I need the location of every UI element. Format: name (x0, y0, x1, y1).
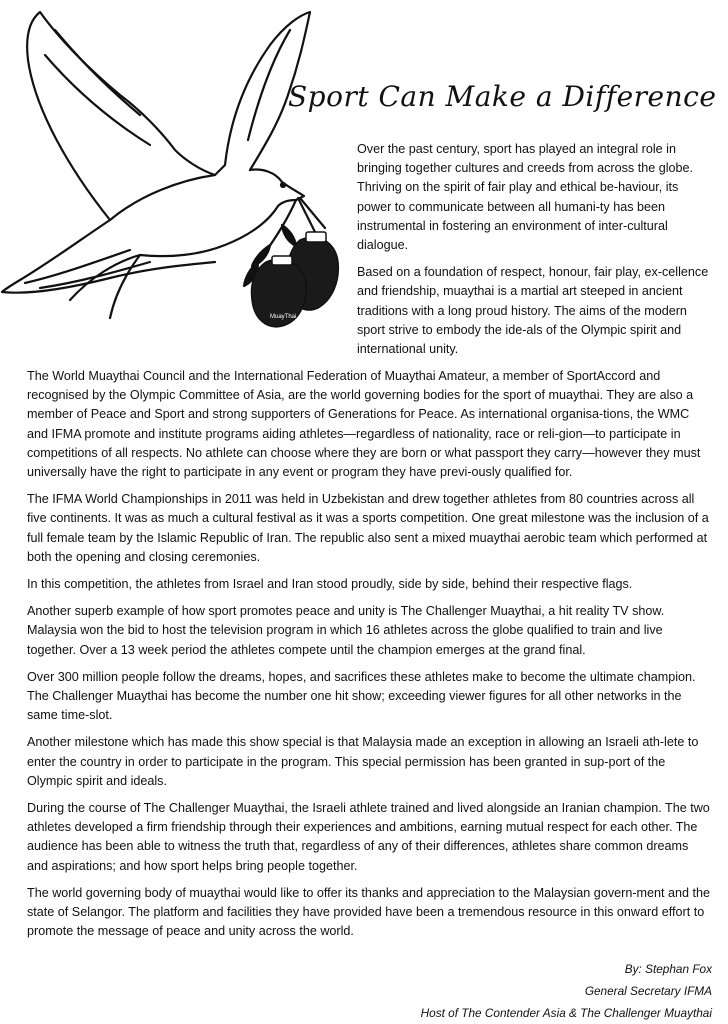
body-paragraph: During the course of The Challenger Muaythai, the Israeli athlete trained and lived alongside an Iranian champion. The two athletes developed a firm friendship through their experiences and ambitions, earning mutual respect for each other. The audience has been able to witness the truth that, regardless of any of their differences, athletes share common dreams and aspirations; and how sport helps bring people together. (27, 801, 710, 873)
intro-paragraph: Over the past century, sport has played an integral role in bringing together cultures and creeds from across the globe. Thriving on the spirit of fair play and ethical be-haviour, its power to communicate between all humani-ty has been instrumental in fostering an environment of inter-cultural dialogue. (357, 142, 694, 253)
intro-column (357, 140, 709, 367)
body-paragraph: The IFMA World Championships in 2011 was held in Uzbekistan and drew together athletes from 80 countries across all five continents. It was as much a cultural festival as it was a sports competition. One great milestone was the inclusion of a full female team by the Islamic Republic of Iran. The republic also sent a mixed muaythai aerobic team which performed at both the opening and closing ceremonies. (27, 492, 709, 564)
glove-logo-text: MuayThai (270, 314, 297, 320)
byline (421, 958, 712, 1024)
byline-host: Host of The Contender Asia & The Challenger Muaythai (420, 1006, 712, 1020)
dove-icon (0, 0, 345, 345)
byline-author: By: Stephan Fox (624, 962, 712, 976)
body-paragraph: The World Muaythai Council and the International Federation of Muaythai Amateur, a member of SportAccord and recognised by the Olympic Committee of Asia, are the world governing bodies for the sport of muaythai. They are also a member of Peace and Sport and strong supporters of Generations for Peace. As international organisa-tions, the WMC and IFMA promote and institute programs aiding athletes—regardless of nationality, race or reli-gion—to participate in competitions of all respects. No athlete can choose where they are born or what passport they carry—however they must universally have the right to participate in any event or program they have previ-ously qualified for. (27, 369, 701, 480)
byline-role: General Secretary IFMA (584, 984, 712, 998)
body-paragraph: Another superb example of how sport promotes peace and unity is The Challenger Muaythai, a hit reality TV show. Malaysia won the bid to host the television program in which 16 athletes across the globe qualified to train and live together. Over a 13 week period the athletes compete until the champion emerges at the grand final. (27, 604, 665, 657)
body-paragraph: Over 300 million people follow the dreams, hopes, and sacrifices these athletes make to become the ultimate champion. The Challenger Muaythai has become the number one hit show; exceeding viewer figures for all other networks in the same time-slot. (27, 669, 696, 723)
body-paragraph: In this competition, the athletes from Israel and Iran stood proudly, side by side, behind their respective flags. (27, 577, 633, 592)
page-title: Sport Can Make a Difference (288, 80, 717, 113)
body-paragraph: The world governing body of muaythai would like to offer its thanks and appreciation to the Malaysian govern-ment and the state of Selangor. The platform and facilities they have provided have been a tremendous resource in this onward effort to promote the message of peace and unity across the world. (27, 885, 711, 939)
intro-paragraph: Based on a foundation of respect, honour, fair play, ex-cellence and friendship, muaythai is a martial art steeped in ancient traditions with a long proud history. The aims of the modern sport strive to embody the ide-als of the Olympic spirit and international unity. (357, 265, 709, 357)
article-body (27, 367, 712, 949)
body-paragraph: Another milestone which has made this show special is that Malaysia made an exception in allowing an Israeli ath-lete to enter the country in order to participate in the program. This special permission has been granted in sup-port of the Olympic spirit and ideals. (27, 735, 699, 788)
